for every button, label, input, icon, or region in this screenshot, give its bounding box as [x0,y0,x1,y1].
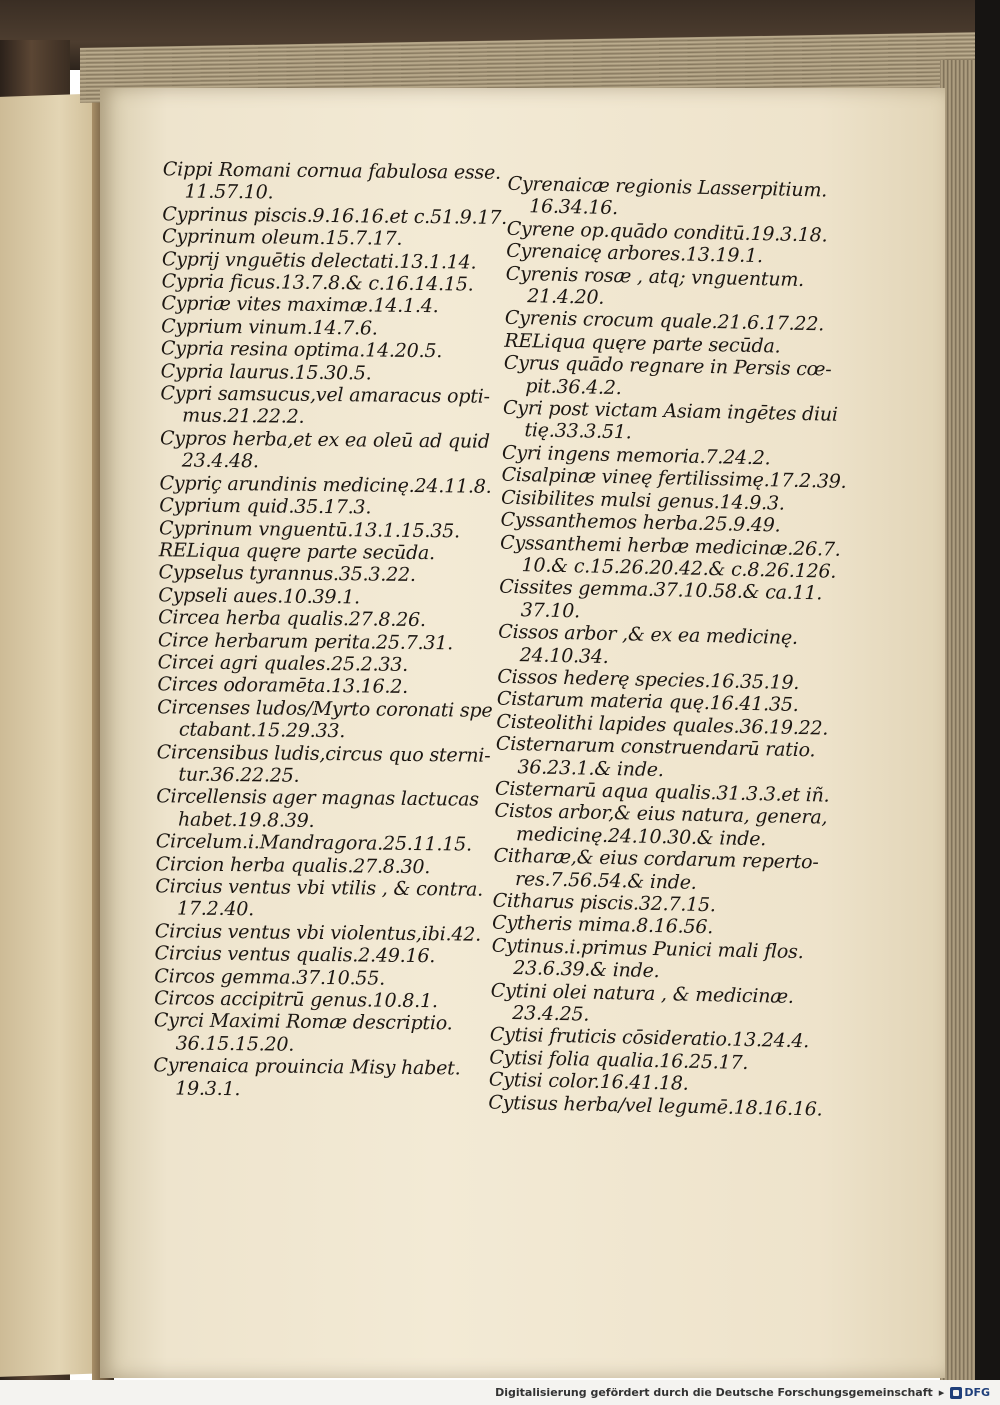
index-entry-line: Circius ventus vbi violentus,ibi.42. [154,920,482,946]
index-entry-line: Cissos arbor ,& ex ea medicinę. [498,620,799,650]
index-entry-line: Cytheris mima.8.16.56. [491,911,714,939]
index-entry-line: Cisalpinæ vineę fertilissimę.17.2.39. [501,463,847,494]
index-entry-line: Cyrenaica prouincia Misy habet. [153,1054,461,1080]
index-entry-line: 36.15.15.20. [175,1032,295,1056]
index-entry-line: 23.4.48. [181,449,259,473]
index-entry-line: Cisternarum construendarū ratio. [495,732,816,762]
index-entry-line: Circelum.i.Mandragora.25.11.15. [155,830,473,856]
index-entry-line: res.7.56.54.& inde. [514,867,697,894]
index-entry-line: Cytinus.i.primus Punici mali flos. [491,934,804,963]
index-entry-line: Cyprium vinum.14.7.6. [161,315,378,340]
index-entry-line: 19.3.1. [175,1077,241,1100]
index-entry-line: Cissos hederę species.16.35.19. [497,665,800,694]
index-entry-line: 24.10.34. [519,643,609,668]
index-entry-line: Cippi Romani cornua fabulosa esse. [162,158,502,184]
index-entry-line: 23.6.39.& inde. [513,957,660,983]
index-entry-line: Circos accipitrū genus.10.8.1. [154,987,438,1013]
index-entry-line: Cyprij vnguētis delectati.13.1.14. [161,247,477,274]
digitization-footer [0,1380,1000,1405]
index-entry-line: 11.57.10. [184,180,274,204]
index-entry-line: Cyrenaicæ regionis Lasserpitium. [507,172,828,202]
index-entry-line: Circe herbarum perita.25.7.31. [157,628,454,654]
index-entry-line: Cyrenis crocum quale.21.6.17.22. [504,307,825,336]
index-entry-line: Circea herba qualis.27.8.26. [158,606,426,632]
index-entry-line: Cyrci Maximi Romæ descriptio. [153,1009,453,1035]
index-entry-line: Cissites gemma.37.10.58.& ca.11. [498,575,823,605]
index-entry-line: 23.4.25. [512,1002,590,1026]
index-entry-line: pit.36.4.2. [525,374,622,399]
index-entry-line: 36.23.1.& inde. [517,755,664,781]
index-column-left [153,158,508,1102]
index-entry-line: Cistos arbor,& eius natura, genera, [494,799,828,829]
index-entry-line: Cypriæ vites maximæ.14.1.4. [161,292,439,318]
index-entry-line: Cisibilites mulsi genus.14.9.3. [500,486,785,515]
index-entry-line: Cypria resina optima.14.20.5. [160,337,443,363]
index-entry-line: 17.2.40. [176,897,255,921]
index-entry-line: Cytisi color.16.41.18. [488,1068,689,1095]
index-entry-line: Cistarum materia quę.16.41.35. [496,687,799,717]
index-entry-line: Circius ventus qualis.2.49.16. [154,942,436,968]
index-entry-line: habet.19.8.39. [177,808,315,832]
index-entry-line: Circos gemma.37.10.55. [154,964,386,990]
separator-arrow-icon: ▸ [938,1386,945,1399]
index-entry-line: Circei agri quales.25.2.33. [157,651,409,676]
index-entry-line: Cyrus quādo regnare in Persis cœ- [503,351,832,381]
index-entry-line: Cypros herba,et ex ea oleū ad quid [159,427,490,453]
index-entry-line: Cypria ficus.13.7.8.& c.16.14.15. [161,270,474,296]
index-entry-line: 37.10. [520,598,581,623]
index-entry-line: RELiqua quęre parte secūda. [504,329,781,358]
index-entry-line: Cypriç arundinis medicinę.24.11.8. [159,471,492,498]
index-entry-line: Cypri samsucus,vel amaracus opti- [160,382,490,408]
index-entry-line: Cyprinum oleum.15.7.17. [162,225,403,251]
index-entry-line: Circius ventus vbi vtilis , & contra. [155,875,484,901]
index-entry-line: Cytini olei natura , & medicinæ. [490,979,795,1008]
index-entry-line: Cisteolithi lapides quales.36.19.22. [496,710,829,740]
index-entry-line: Circellensis ager magnas lactucas [156,785,479,812]
funding-credit: Digitalisierung gefördert durch die Deutsche Forschungsgemeinschaft [495,1386,933,1399]
index-entry-line: Cyri ingens memoria.7.24.2. [501,441,771,470]
index-entry-line: Cyprinum vnguentū.13.1.15.35. [158,516,461,542]
index-entry-line: Cytisi folia qualia.16.25.17. [489,1046,749,1074]
index-entry-line: 21.4.20. [527,285,605,309]
index-entry-line: Cytisus herba/vel legumē.18.16.16. [488,1091,823,1121]
index-entry-line: tur.36.22.25. [178,763,300,787]
index-entry-line: mus.21.22.2. [182,404,305,429]
index-entry-line: tię.33.3.51. [524,419,632,444]
index-entry-line: Cyssanthemos herba.25.9.49. [500,508,781,537]
index-entry-line: Cytisi fruticis cōsideratio.13.24.4. [489,1024,810,1053]
index-entry-line: 10.& c.15.26.20.42.& c.8.26.126. [521,554,837,583]
index-entry-line: Cyssanthemi herbæ medicinæ.26.7. [499,531,841,561]
scan-border-right [975,0,1000,1380]
index-column-right [488,172,847,1121]
index-entry-line: Circes odoramēta.13.16.2. [157,673,409,699]
index-entry-line: Cyprium quid.35.17.3. [159,494,372,519]
index-entry-line: Cyrenaicę arbores.13.19.1. [506,239,764,268]
index-entry-line: Cyri post victam Asiam ingētes diui [502,396,838,426]
index-entry-line: Circensibus ludis,circus quo sterni- [156,740,491,767]
dfg-logo [950,1386,990,1399]
index-entry-line: Circion herba qualis.27.8.30. [155,852,431,878]
index-entry-line: Cypria laurus.15.30.5. [160,359,372,385]
dfg-logo-icon [950,1387,962,1399]
index-entry-line: 16.34.16. [528,195,619,220]
index-entry-line: Cisternarū aqua qualis.31.3.3.et iñ. [494,777,830,807]
index-entry-line: Cypseli aues.10.39.1. [158,583,361,609]
index-entry-line: Citharus piscis.32.7.15. [492,889,717,917]
index-entry-line: Circenses ludos/Myrto coronati spe [157,696,493,722]
index-entry-line: Cyrenis rosæ , atq; vnguentum. [505,262,805,291]
dfg-logo-text: DFG [964,1386,990,1399]
index-entry-line: Cypselus tyrannus.35.3.22. [158,561,416,587]
index-entry-line: RELiqua quęre parte secūda. [158,539,436,565]
index-entry-line: Cyprinus piscis.9.16.16.et c.51.9.17. [162,203,508,229]
index-entry-line: medicinę.24.10.30.& inde. [515,822,767,851]
index-entry-line: Citharæ,& eius cordarum reperto- [493,844,819,874]
index-entry-line: ctabant.15.29.33. [178,718,346,743]
index-entry-line: Cyrene op.quādo conditū.19.3.18. [506,217,828,247]
